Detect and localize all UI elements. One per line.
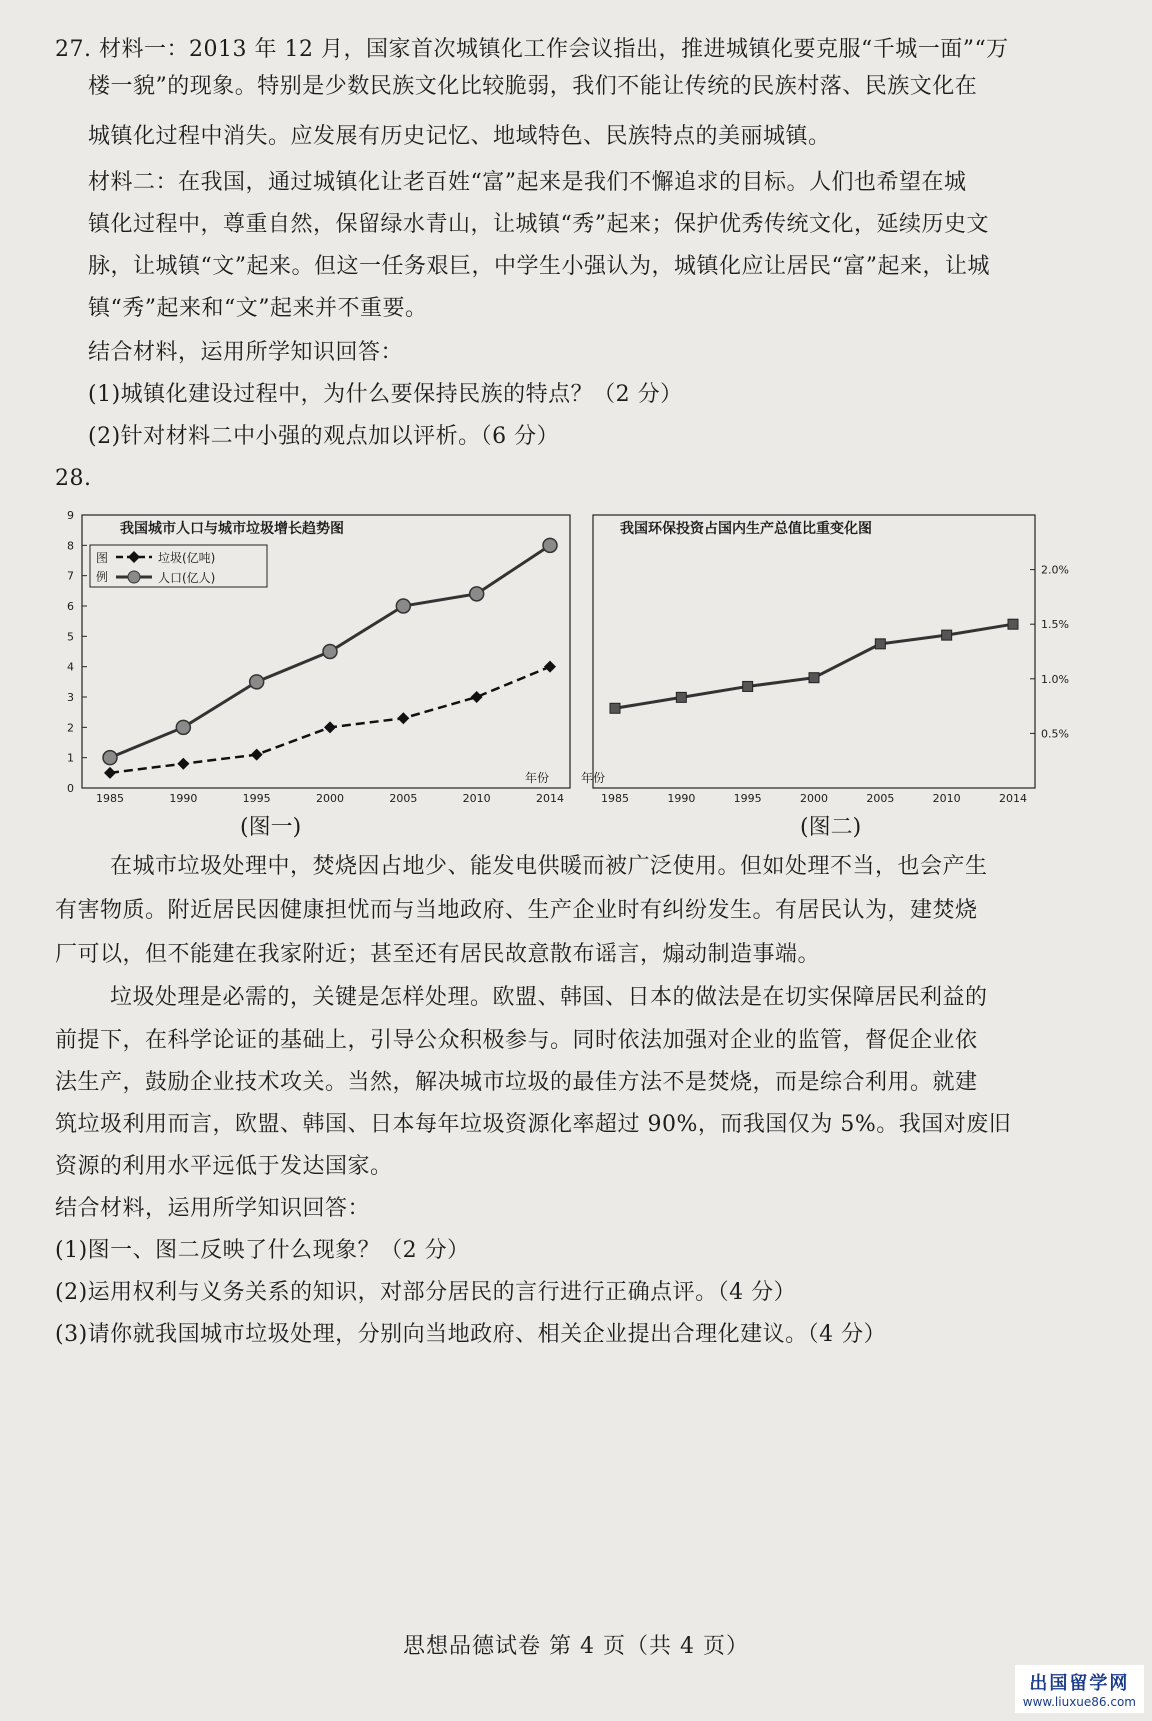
chart-2-x-axis-label: 年份 [581,771,606,785]
chart-1-point-garbage [251,749,263,761]
chart-2 [581,505,1105,810]
chart-2-x-tick-label: 2010 [932,792,961,805]
chart-1-point-population [396,599,410,613]
chart-1-point-population [323,645,337,659]
chart-1-y-tick-label: 8 [67,539,74,553]
chart-2-point [610,703,620,713]
q28-question-2: (2)运用权利与义务关系的知识，对部分居民的言行进行正确点评。（4 分） [55,1280,797,1305]
chart-1-y-tick-label: 3 [67,691,74,704]
q28-para2-line3: 法生产，鼓励企业技术攻关。当然，解决城市垃圾的最佳方法不是焚烧，而是综合利用。就建 [55,1070,978,1095]
chart-1-title: 我国城市人口与城市垃圾增长趋势图 [120,521,344,537]
chart-1-point-garbage [471,691,483,703]
chart-1-x-tick-label: 1995 [242,792,271,805]
q27-question-2: (2)针对材料二中小强的观点加以评析。（6 分） [88,424,560,449]
chart-2-point [809,673,819,683]
chart-1-y-tick-label: 2 [67,721,74,735]
q28-question-3: (3)请你就我国城市垃圾处理，分别向当地政府、相关企业提出合理化建议。（4 分） [55,1322,887,1347]
chart-1-y-tick-label: 6 [67,600,74,613]
chart-2-x-tick-label: 2005 [866,792,895,805]
chart-1-x-tick-label: 2010 [462,792,491,805]
chart-2-y-tick-label: 1.0% [1041,672,1069,686]
q28-number: 28. [55,466,92,491]
chart-2-series-line [615,624,1013,708]
chart-1 [55,505,595,810]
chart-2-y-tick-label: 2.0% [1041,563,1069,577]
chart-1-legend-label-garbage: 垃圾(亿吨) [158,551,216,565]
q28-para1-line1: 在城市垃圾处理中，焚烧因占地少、能发电供暖而被广泛使用。但如处理不当，也会产生 [110,854,988,879]
chart-1-legend-marker-garbage [128,551,140,563]
chart-1-y-tick-label: 1 [67,751,74,765]
chart-2-point [1008,619,1018,629]
chart-1-point-garbage [177,758,189,770]
q27-line-5: 镇化过程中，尊重自然，保留绿水青山，让城镇“秀”起来；保护优秀传统文化，延续历史文 [88,212,989,237]
chart-2-point [676,692,686,702]
q27-line-3: 城镇化过程中消失。应发展有历史记忆、地域特色、民族特点的美丽城镇。 [88,124,831,149]
q27-line-4: 材料二：在我国，通过城镇化让老百姓“富”起来是我们不懈追求的目标。人们也希望在城 [88,170,967,195]
q27-prompt: 结合材料，运用所学知识回答： [88,340,404,365]
chart-1-svg [55,505,595,810]
chart-1-point-population [250,675,264,689]
q28-para2-line2: 前提下，在科学论证的基础上，引导公众积极参与。同时依法加强对企业的监管，督促企业依 [55,1028,978,1053]
chart-2-x-tick-label: 1990 [667,792,696,805]
chart-1-x-tick-label: 1985 [96,792,124,805]
chart-2-y-tick-label: 1.5% [1041,618,1069,632]
chart-1-y-tick-label: 5 [67,630,74,644]
chart-1-legend-label-population: 人口(亿人) [158,571,216,585]
chart-2-x-tick-label: 1985 [601,792,629,805]
q28-para2-line4: 筑垃圾利用而言，欧盟、韩国、日本每年垃圾资源化率超过 90%，而我国仅为 5%。我国对废旧 [55,1112,1012,1137]
chart-1-caption: (图一) [240,815,302,840]
chart-2-caption: (图二) [800,815,862,840]
q27-line-2: 楼一貌”的现象。特别是少数民族文化比较脆弱，我们不能让传统的民族村落、民族文化在 [88,74,978,99]
page-footer: 思想品德试卷 第 4 页（共 4 页） [403,1634,749,1659]
chart-1-point-garbage [104,767,116,779]
q27-line-7: 镇“秀”起来和“文”起来并不重要。 [88,296,428,321]
q27-line-6: 脉，让城镇“文”起来。但这一任务艰巨，中学生小强认为，城镇化应让居民“富”起来，让城 [88,254,990,279]
chart-1-x-tick-label: 2005 [389,792,418,805]
chart-1-legend-marker-population [128,571,140,583]
chart-1-legend-heading: 例 [96,570,109,584]
watermark-url: www.liuxue86.com [1022,1695,1136,1709]
chart-1-legend-heading: 图 [96,551,109,565]
chart-1-point-population [103,751,117,765]
watermark-name: 出国留学网 [1029,1673,1130,1694]
chart-1-point-garbage [544,661,556,673]
chart-2-svg [581,505,1105,810]
chart-1-x-axis-label: 年份 [525,771,550,785]
chart-2-x-tick-label: 2000 [800,792,828,805]
chart-1-x-tick-label: 1990 [169,792,198,805]
chart-2-point [942,630,952,640]
q28-prompt: 结合材料，运用所学知识回答： [55,1196,371,1221]
q27-question-1: (1)城镇化建设过程中，为什么要保持民族的特点？（2 分） [88,382,683,407]
chart-2-point [743,681,753,691]
q28-para2-line1: 垃圾处理是必需的，关键是怎样处理。欧盟、韩国、日本的做法是在切实保障居民利益的 [110,985,988,1010]
q27-line-1: 27. 材料一：2013 年 12 月，国家首次城镇化工作会议指出，推进城镇化要克服“千城一面”“万 [55,37,1009,62]
q28-para1-line2: 有害物质。附近居民因健康担忧而与当地政府、生产企业时有纠纷发生。有居民认为，建焚烧 [55,898,978,923]
chart-1-series-garbage-line [110,667,550,773]
chart-1-point-garbage [324,721,336,733]
chart-1-y-tick-label: 9 [67,509,74,522]
chart-1-x-tick-label: 2000 [316,792,344,805]
chart-1-y-tick-label: 4 [67,660,74,674]
chart-2-title: 我国环保投资占国内生产总值比重变化图 [620,521,872,537]
chart-2-point [875,639,885,649]
chart-1-y-tick-label: 0 [67,782,74,795]
chart-1-point-population [176,720,190,734]
chart-1-point-population [543,538,557,552]
chart-1-point-garbage [397,712,409,724]
chart-1-point-population [470,587,484,601]
chart-2-x-tick-label: 1995 [733,792,762,805]
chart-1-x-tick-label: 2014 [536,792,564,805]
chart-2-plot-frame [593,515,1035,788]
q28-para2-line5: 资源的利用水平远低于发达国家。 [55,1154,393,1179]
chart-2-y-tick-label: 0.5% [1041,727,1069,741]
q28-question-1: (1)图一、图二反映了什么现象？（2 分） [55,1238,470,1263]
chart-2-x-tick-label: 2014 [999,792,1027,805]
watermark [1015,1665,1144,1713]
q28-para1-line3: 厂可以，但不能建在我家附近；甚至还有居民故意散布谣言，煽动制造事端。 [55,942,821,967]
chart-1-y-tick-label: 7 [67,569,74,583]
